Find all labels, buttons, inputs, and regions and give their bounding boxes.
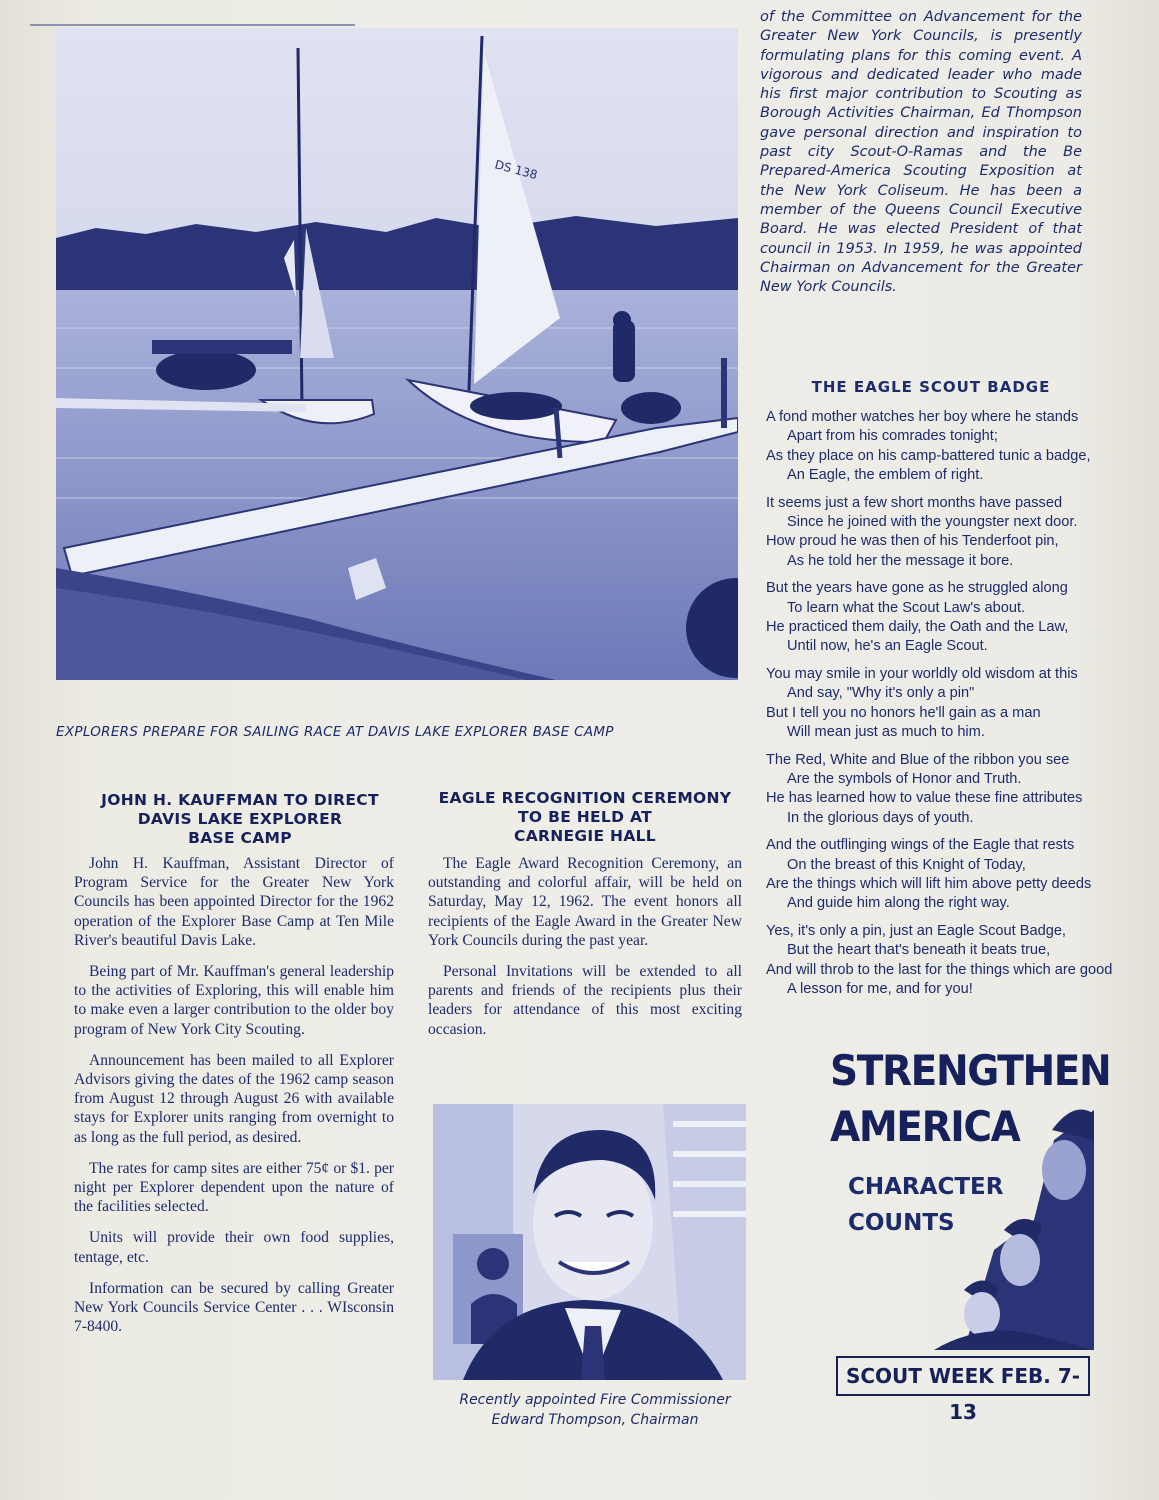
kauffman-article [74, 854, 394, 1348]
poem-line: Are the symbols of Honor and Truth. [787, 770, 1022, 787]
poem-line: Apart from his comrades tonight; [787, 428, 998, 445]
poem-line: And say, "Why it's only a pin" [787, 685, 975, 702]
poem-line: And guide him along the right way. [787, 895, 1010, 912]
poem-line: Will mean just as much to him. [787, 724, 985, 741]
poem-line: How proud he was then of his Tenderfoot pin, [766, 533, 1059, 550]
article-paragraph: The Eagle Award Recognition Ceremony, an outstanding and colorful affair, will be held on Saturday, May 12, 1962. The event honors all recipients of the Eagle Award in the Greater New York Councils during the past year. [428, 855, 742, 949]
eagle-poem [766, 408, 1151, 1007]
poem-line: The Red, White and Blue of the ribbon you see [766, 751, 1070, 768]
poem-line: And will throb to the last for the things which are good [766, 961, 1113, 978]
poster-subhead-1: CHARACTER [848, 1174, 1004, 1200]
poem-stanza [766, 665, 1151, 743]
poem-title: THE EAGLE SCOUT BADGE [811, 378, 1051, 396]
article-paragraph: Announcement has been mailed to all Explorer Advisors giving the dates of the 1962 camp season from August 12 through August 26 with available stays for Explorer units ranging from overnight to as long as the full period, as desired. [74, 1051, 394, 1146]
poem-line: But the heart that's beneath it beats true, [787, 942, 1051, 959]
headline-line: JOHN H. KAUFFMAN TO DIRECT [101, 791, 379, 809]
headline-line: CARNEGIE HALL [514, 827, 656, 845]
poem-line: It seems just a few short months have passed [766, 494, 1063, 511]
poster-headline-2: AMERICA [830, 1102, 1020, 1151]
thompson-portrait-photo [433, 1104, 746, 1380]
article-paragraph: John H. Kauffman, Assistant Director of Program Service for the Greater New York Councils has been appointed Director for the 1962 operation of the Explorer Base Camp at Ten Mile River's beautiful Davis Lake. [74, 855, 394, 949]
poem-line: But I tell you no honors he'll gain as a man [766, 704, 1041, 721]
poem-stanza [766, 922, 1151, 1000]
poem-line: An Eagle, the emblem of right. [787, 467, 984, 484]
article-paragraph: Units will provide their own food supplies, tentage, etc. [74, 1229, 394, 1266]
headline-line: EAGLE RECOGNITION CEREMONY [438, 789, 732, 807]
poem-line: And the outflinging wings of the Eagle that rests [766, 837, 1075, 854]
poem-line: As he told her the message it bore. [787, 552, 1014, 569]
kauffman-headline [60, 791, 420, 848]
eagle-ceremony-article [428, 854, 742, 1051]
poem-line: You may smile in your worldly old wisdom at this [766, 665, 1078, 682]
headline-line: DAVIS LAKE EXPLORER [137, 810, 343, 828]
scout-week-banner: SCOUT WEEK FEB. 7-13 [836, 1356, 1090, 1396]
poem-line: Yes, it's only a pin, just an Eagle Scout Badge, [766, 922, 1066, 939]
sail-number: DS 138 [493, 157, 539, 183]
thompson-intro-text: of the Committee on Advancement for the Greater New York Councils, is presently formulating plans for this coming event. A vigorous and dedicated leader who made his first major contribution to Scouting as Borough Activities Chairman, Ed Thompson gave personal direction and inspiration to past city Scout-O-Ramas and the Be Prepared-America Scouting Exposition at the New York Coliseum. He has been a member of the Queens Council Executive Board. He was elected President of that council in 1953. In 1959, he was appointed Chairman on Advancement for the Greater New York Councils. [760, 9, 1082, 296]
poem-line: In the glorious days of youth. [787, 809, 974, 826]
article-paragraph: The rates for camp sites are either 75¢ or $1. per night per Explorer dependent upon the nature of the facilities selected. [74, 1159, 394, 1216]
sailing-photo-caption: EXPLORERS PREPARE FOR SAILING RACE AT DAVIS LAKE EXPLORER BASE CAMP [56, 724, 614, 740]
poem-stanza [766, 494, 1151, 572]
poem-line: He has learned how to value these fine attributes [766, 790, 1083, 807]
top-rule [30, 24, 355, 26]
headline-line: BASE CAMP [188, 829, 292, 847]
poem-line: A fond mother watches her boy where he stands [766, 409, 1079, 425]
poem-line: But the years have gone as he struggled along [766, 580, 1068, 597]
article-paragraph: Personal Invitations will be extended to all parents and friends of the recipients plus their leaders for attendance of this most exciting occasion. [428, 963, 742, 1038]
poem-line: Are the things which will lift him above petty deeds [766, 875, 1092, 892]
sailing-photo [56, 28, 738, 680]
poem-line: Since he joined with the youngster next door. [787, 514, 1078, 531]
poster-subhead-2: COUNTS [848, 1210, 955, 1236]
eagle-ceremony-headline [420, 789, 750, 846]
article-paragraph: Being part of Mr. Kauffman's general leadership to the activities of Exploring, this will enable him to make even a larger contribution to the older boy program of New York City Scouting. [74, 963, 394, 1038]
headline-line: TO BE HELD AT [518, 808, 652, 826]
poster-headline-1: STRENGTHEN [830, 1046, 1111, 1095]
poem-stanza [766, 751, 1151, 829]
poem-line: A lesson for me, and for you! [787, 980, 973, 997]
poem-line: As they place on his camp-battered tunic a badge, [766, 447, 1091, 464]
poem-stanza [766, 836, 1151, 914]
poem-stanza [766, 579, 1151, 657]
article-paragraph: Information can be secured by calling Greater New York Councils Service Center . . . WIsconsin 7-8400. [74, 1279, 394, 1336]
poem-line: On the breast of this Knight of Today, [787, 856, 1026, 873]
poem-line: He practiced them daily, the Oath and the Law, [766, 619, 1069, 636]
scout-figures-illustration [934, 1100, 1094, 1350]
poem-line: To learn what the Scout Law's about. [787, 599, 1026, 616]
poem-stanza [766, 408, 1151, 486]
scout-week-poster [826, 1046, 1111, 1424]
poem-line: Until now, he's an Eagle Scout. [787, 638, 988, 655]
portrait-caption: Recently appointed Fire Commissioner Edward Thompson, Chairman [459, 1392, 731, 1428]
